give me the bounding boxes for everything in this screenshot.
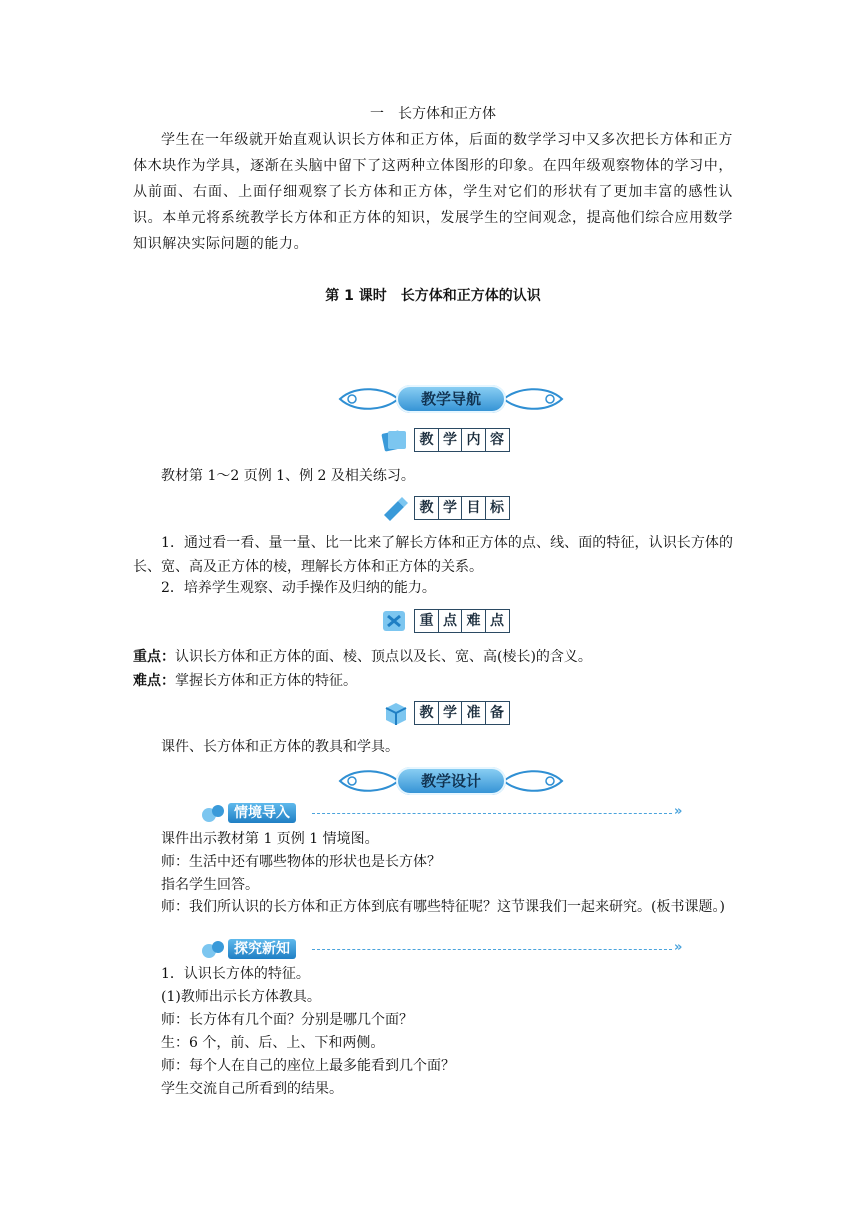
step-explore-new bbox=[200, 938, 690, 962]
step-scene-intro bbox=[200, 802, 690, 826]
step2-line: (1)教师出示长方体教具。 bbox=[161, 989, 321, 1005]
section-char: 目 bbox=[461, 496, 486, 520]
section-teaching-content bbox=[380, 427, 520, 455]
section-char: 学 bbox=[438, 496, 463, 520]
section-char: 准 bbox=[461, 701, 486, 725]
section-char: 内 bbox=[461, 428, 486, 452]
section-char: 重 bbox=[414, 609, 439, 633]
book-icon bbox=[380, 427, 410, 453]
difficulty-line bbox=[133, 671, 733, 691]
dashed-divider bbox=[312, 949, 672, 950]
goal-item-1: 1．通过看一看、量一量、比一比来了解长方体和正方体的点、线、面的特征，认识长方体的长、宽、高及正方体的棱，理解长方体和正方体的关系。 bbox=[133, 535, 733, 575]
section-char: 教 bbox=[414, 701, 439, 725]
section-char: 学 bbox=[438, 428, 463, 452]
dashed-divider bbox=[312, 813, 672, 814]
section-char: 教 bbox=[414, 428, 439, 452]
double-chevron-icon: » bbox=[674, 940, 683, 955]
section-char: 标 bbox=[485, 496, 510, 520]
bubble-icon bbox=[200, 939, 226, 961]
bubble-icon bbox=[200, 803, 226, 825]
chapter-title: 一 长方体和正方体 bbox=[370, 106, 496, 122]
section-char: 教 bbox=[414, 496, 439, 520]
section-char: 备 bbox=[485, 701, 510, 725]
pencil-icon bbox=[380, 495, 410, 521]
section-char: 点 bbox=[438, 609, 463, 633]
step2-line: 学生交流自己所看到的结果。 bbox=[161, 1081, 343, 1097]
section-char: 难 bbox=[461, 609, 486, 633]
target-icon bbox=[380, 608, 410, 634]
key-point-text: 认识长方体和正方体的面、棱、顶点以及长、宽、高(棱长)的含义。 bbox=[175, 649, 592, 665]
banner-label: 教学设计 bbox=[396, 767, 506, 795]
content-text: 教材第 1～2 页例 1、例 2 及相关练习。 bbox=[161, 468, 415, 484]
key-point-line bbox=[133, 647, 733, 667]
difficulty-label: 难点： bbox=[133, 673, 175, 689]
lesson-title: 第 1 课时 长方体和正方体的认识 bbox=[325, 288, 541, 304]
step1-line: 师：生活中还有哪些物体的形状也是长方体？ bbox=[161, 854, 441, 870]
section-char: 点 bbox=[485, 609, 510, 633]
goal-item-2: 2．培养学生观察、动手操作及归纳的能力。 bbox=[161, 580, 436, 596]
section-teaching-prep bbox=[380, 700, 520, 728]
section-key-points bbox=[380, 608, 520, 636]
teaching-design-banner bbox=[336, 764, 566, 798]
teaching-nav-banner bbox=[336, 382, 566, 416]
difficulty-text: 掌握长方体和正方体的特征。 bbox=[175, 673, 357, 689]
step2-line: 师：每个人在自己的座位上最多能看到几个面？ bbox=[161, 1058, 455, 1074]
step2-line: 师：长方体有几个面？分别是哪几个面？ bbox=[161, 1012, 413, 1028]
step-tag: 情境导入 bbox=[228, 803, 296, 823]
banner-label: 教学导航 bbox=[396, 385, 506, 413]
section-char: 容 bbox=[485, 428, 510, 452]
prep-text: 课件、长方体和正方体的教具和学具。 bbox=[161, 739, 399, 755]
step2-line: 生：6 个，前、后、上、下和两侧。 bbox=[161, 1035, 385, 1051]
intro-paragraph: 学生在一年级就开始直观认识长方体和正方体，后面的数学学习中又多次把长方体和正方体木块作为学具，逐渐在头脑中留下了这两种立体图形的印象。在四年级观察物体的学习中，从前面、右面、上面仔细观察了长方体和正方体，学生对它们的形状有了更加丰富的感性认识。本单元将系统教学长方体和正方体的知识，发展学生的空间观念，提高他们综合应用数学知识解决实际问题的能力。 bbox=[133, 132, 733, 252]
section-teaching-goals bbox=[380, 495, 520, 523]
key-point-label: 重点： bbox=[133, 649, 175, 665]
step1-line: 课件出示教材第 1 页例 1 情境图。 bbox=[161, 831, 379, 847]
double-chevron-icon: » bbox=[674, 804, 683, 819]
step1-line: 师：我们所认识的长方体和正方体到底有哪些特征呢？这节课我们一起来研究。(板书课题。) bbox=[161, 899, 725, 915]
cube-icon bbox=[380, 700, 410, 726]
section-char: 学 bbox=[438, 701, 463, 725]
step2-line: 1．认识长方体的特征。 bbox=[161, 966, 310, 982]
step-tag: 探究新知 bbox=[228, 939, 296, 959]
step1-line: 指名学生回答。 bbox=[161, 877, 259, 893]
